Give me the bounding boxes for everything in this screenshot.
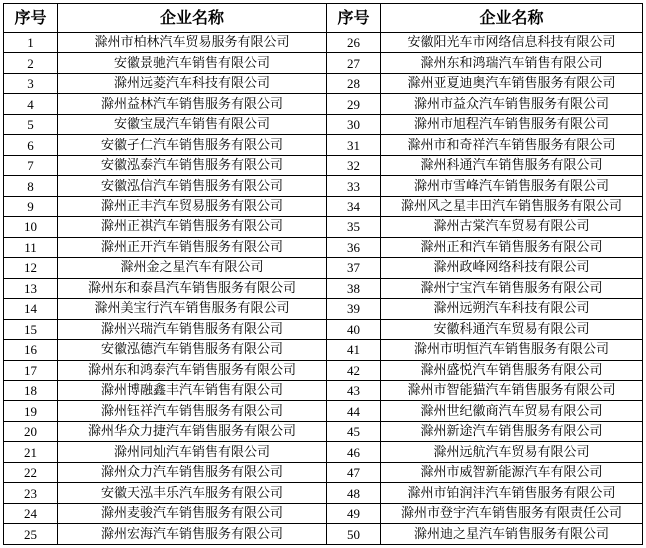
row-index-right: 47 <box>327 462 381 482</box>
row-company-left: 滁州美宝行汽车销售服务有限公司 <box>58 299 327 319</box>
row-company-left: 滁州东和鸿泰汽车销售服务有限公司 <box>58 360 327 380</box>
row-index-left: 22 <box>4 462 58 482</box>
table-row <box>4 217 643 237</box>
row-index-right: 39 <box>327 299 381 319</box>
row-index-left: 17 <box>4 360 58 380</box>
row-index-right: 44 <box>327 401 381 421</box>
table-row <box>4 442 643 462</box>
row-company-right: 滁州风之星丰田汽车销售服务有限公司 <box>381 196 643 216</box>
row-index-left: 6 <box>4 135 58 155</box>
table-row <box>4 483 643 503</box>
row-company-right: 滁州市和奇祥汽车销售服务有限公司 <box>381 135 643 155</box>
row-index-right: 27 <box>327 53 381 73</box>
row-company-right: 滁州政峰网络科技有限公司 <box>381 258 643 278</box>
table-row <box>4 340 643 360</box>
row-company-left: 安徽泓泰汽车销售服务有限公司 <box>58 155 327 175</box>
row-index-left: 10 <box>4 217 58 237</box>
table-row <box>4 380 643 400</box>
table-row <box>4 94 643 114</box>
row-index-left: 13 <box>4 278 58 298</box>
row-index-right: 34 <box>327 196 381 216</box>
table-row <box>4 114 643 134</box>
row-company-right: 滁州古棠汽车贸易有限公司 <box>381 217 643 237</box>
row-index-left: 7 <box>4 155 58 175</box>
row-company-right: 滁州市威智新能源汽车有限公司 <box>381 462 643 482</box>
row-company-right: 滁州宁宝汽车销售服务有限公司 <box>381 278 643 298</box>
header-row <box>4 4 643 33</box>
row-index-left: 3 <box>4 73 58 93</box>
row-index-right: 46 <box>327 442 381 462</box>
row-index-left: 14 <box>4 299 58 319</box>
row-company-right: 安徽阳光车市网络信息科技有限公司 <box>381 33 643 53</box>
row-company-left: 滁州华众力捷汽车销售服务有限公司 <box>58 421 327 441</box>
table-row <box>4 299 643 319</box>
row-index-right: 45 <box>327 421 381 441</box>
row-index-right: 48 <box>327 483 381 503</box>
row-company-left: 滁州众力汽车销售服务有限公司 <box>58 462 327 482</box>
row-index-left: 24 <box>4 503 58 523</box>
company-list-table <box>3 3 643 545</box>
row-company-left: 滁州金之星汽车有限公司 <box>58 258 327 278</box>
row-index-right: 26 <box>327 33 381 53</box>
row-company-right: 滁州市益众汽车销售服务有限公司 <box>381 94 643 114</box>
row-company-right: 安徽科通汽车贸易有限公司 <box>381 319 643 339</box>
row-index-left: 23 <box>4 483 58 503</box>
row-company-right: 滁州远航汽车贸易有限公司 <box>381 442 643 462</box>
table-row <box>4 237 643 257</box>
row-index-right: 28 <box>327 73 381 93</box>
row-index-left: 9 <box>4 196 58 216</box>
row-company-left: 安徽孑仁汽车销售服务有限公司 <box>58 135 327 155</box>
row-index-right: 38 <box>327 278 381 298</box>
header-index-right: 序号 <box>327 4 381 33</box>
row-index-left: 8 <box>4 176 58 196</box>
table-row <box>4 503 643 523</box>
table-row <box>4 421 643 441</box>
row-index-right: 35 <box>327 217 381 237</box>
row-company-left: 滁州麦骏汽车销售服务有限公司 <box>58 503 327 523</box>
row-company-left: 滁州正丰汽车贸易服务有限公司 <box>58 196 327 216</box>
row-company-right: 滁州市铂润沣汽车销售服务有限公司 <box>381 483 643 503</box>
row-company-left: 滁州钰祥汽车销售服务有限公司 <box>58 401 327 421</box>
table-row <box>4 73 643 93</box>
table-row <box>4 401 643 421</box>
row-company-right: 滁州市登宇汽车销售服务有限责任公司 <box>381 503 643 523</box>
row-company-right: 滁州远朔汽车科技有限公司 <box>381 299 643 319</box>
row-index-right: 33 <box>327 176 381 196</box>
table-row <box>4 258 643 278</box>
row-index-left: 4 <box>4 94 58 114</box>
row-company-left: 安徽景驰汽车销售有限公司 <box>58 53 327 73</box>
row-company-left: 安徽天泓丰乐汽车服务有限公司 <box>58 483 327 503</box>
row-index-left: 1 <box>4 33 58 53</box>
table-row <box>4 155 643 175</box>
row-company-left: 滁州宏海汽车销售服务有限公司 <box>58 524 327 545</box>
row-index-right: 41 <box>327 340 381 360</box>
row-company-left: 安徽泓信汽车销售服务有限公司 <box>58 176 327 196</box>
row-company-left: 滁州兴瑞汽车销售服务有限公司 <box>58 319 327 339</box>
table-row <box>4 278 643 298</box>
row-company-right: 滁州市智能猫汽车销售服务有限公司 <box>381 380 643 400</box>
row-index-right: 32 <box>327 155 381 175</box>
row-company-left: 安徽泓德汽车销售服务有限公司 <box>58 340 327 360</box>
row-index-left: 20 <box>4 421 58 441</box>
row-company-right: 滁州市明恒汽车销售服务有限公司 <box>381 340 643 360</box>
row-index-left: 18 <box>4 380 58 400</box>
row-index-left: 25 <box>4 524 58 545</box>
row-company-right: 滁州亚夏迪奥汽车销售服务有限公司 <box>381 73 643 93</box>
row-company-right: 滁州市雪峰汽车销售服务有限公司 <box>381 176 643 196</box>
table-row <box>4 176 643 196</box>
row-index-right: 29 <box>327 94 381 114</box>
row-company-right: 滁州世纪徽商汽车贸易有限公司 <box>381 401 643 421</box>
row-company-right: 滁州科通汽车销售服务有限公司 <box>381 155 643 175</box>
row-company-left: 滁州益林汽车销售服务有限公司 <box>58 94 327 114</box>
row-index-right: 31 <box>327 135 381 155</box>
row-company-left: 安徽宝晟汽车销售有限公司 <box>58 114 327 134</box>
table-row <box>4 33 643 53</box>
table-row <box>4 524 643 545</box>
table-row <box>4 319 643 339</box>
row-company-left: 滁州远菱汽车科技有限公司 <box>58 73 327 93</box>
row-company-right: 滁州东和鸿瑞汽车销售有限公司 <box>381 53 643 73</box>
table-row <box>4 462 643 482</box>
row-index-right: 49 <box>327 503 381 523</box>
row-company-left: 滁州同灿汽车销售有限公司 <box>58 442 327 462</box>
row-index-right: 43 <box>327 380 381 400</box>
row-index-right: 36 <box>327 237 381 257</box>
row-company-right: 滁州新途汽车销售服务有限公司 <box>381 421 643 441</box>
row-company-left: 滁州博融鑫丰汽车销售有限公司 <box>58 380 327 400</box>
row-index-left: 19 <box>4 401 58 421</box>
table-row <box>4 196 643 216</box>
row-index-left: 5 <box>4 114 58 134</box>
table-row <box>4 360 643 380</box>
row-index-left: 12 <box>4 258 58 278</box>
row-company-right: 滁州盛悦汽车销售服务有限公司 <box>381 360 643 380</box>
row-company-left: 滁州市柏林汽车贸易服务有限公司 <box>58 33 327 53</box>
header-company-right: 企业名称 <box>381 4 643 33</box>
row-index-left: 21 <box>4 442 58 462</box>
header-company-left: 企业名称 <box>58 4 327 33</box>
row-company-left: 滁州正祺汽车销售服务有限公司 <box>58 217 327 237</box>
row-company-left: 滁州东和泰昌汽车销售服务有限公司 <box>58 278 327 298</box>
row-index-right: 30 <box>327 114 381 134</box>
header-index-left: 序号 <box>4 4 58 33</box>
row-index-left: 11 <box>4 237 58 257</box>
row-company-left: 滁州正开汽车销售服务有限公司 <box>58 237 327 257</box>
row-index-left: 2 <box>4 53 58 73</box>
row-index-right: 42 <box>327 360 381 380</box>
row-company-right: 滁州市旭程汽车销售服务有限公司 <box>381 114 643 134</box>
row-index-right: 37 <box>327 258 381 278</box>
row-company-right: 滁州正和汽车销售服务有限公司 <box>381 237 643 257</box>
row-company-right: 滁州迪之星汽车销售服务有限公司 <box>381 524 643 545</box>
table-row <box>4 135 643 155</box>
row-index-right: 50 <box>327 524 381 545</box>
table-row <box>4 53 643 73</box>
row-index-left: 15 <box>4 319 58 339</box>
row-index-left: 16 <box>4 340 58 360</box>
row-index-right: 40 <box>327 319 381 339</box>
